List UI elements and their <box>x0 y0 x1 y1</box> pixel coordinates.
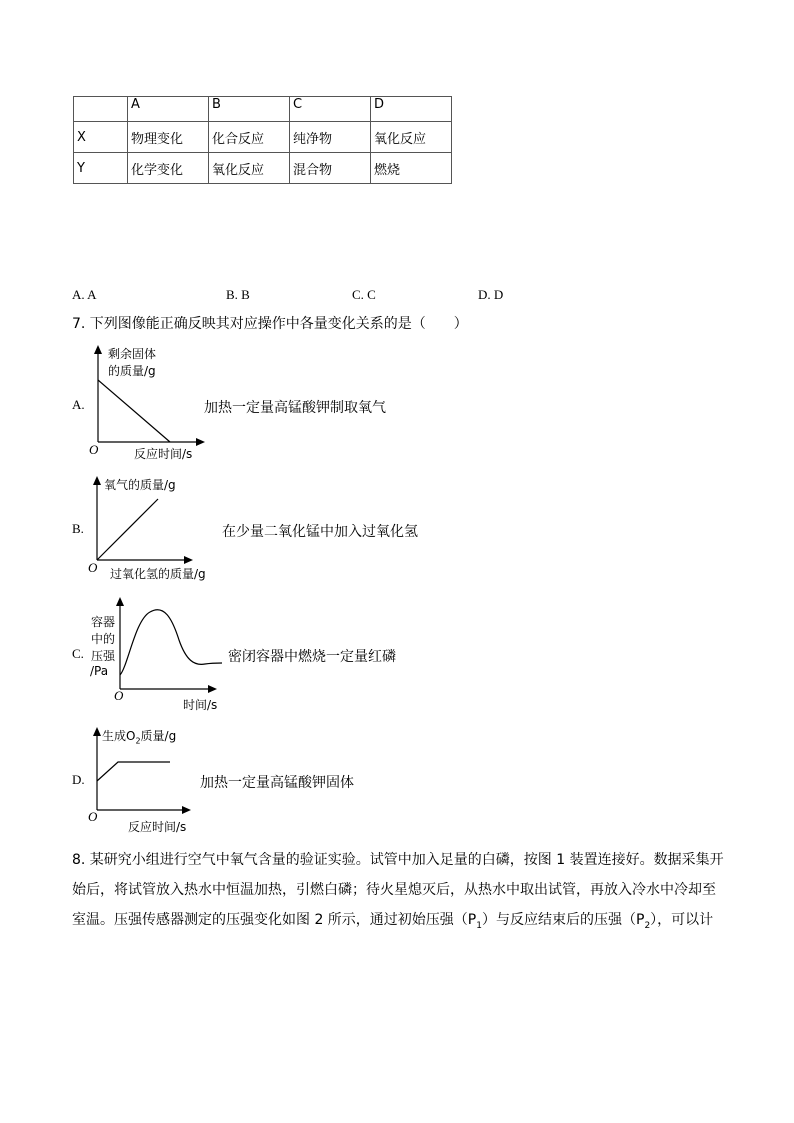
graph-a-desc: 加热一定量高锰酸钾制取氧气 <box>204 400 386 416</box>
graph-d-y-arrow <box>93 727 101 736</box>
graph-d-ylabel <box>102 727 176 745</box>
q7-stem: 7. 下列图像能正确反映其对应操作中各量变化关系的是（ ） <box>72 316 468 332</box>
graph-c-ylabel-3: 压强 <box>91 649 116 663</box>
table-cell: 纯净物 <box>290 122 371 153</box>
q8-stem <box>72 845 732 941</box>
graph-d-x-arrow <box>182 806 191 814</box>
q6-option-d[interactable]: D. D <box>478 287 504 302</box>
graph-a-origin: O <box>89 442 99 457</box>
table-cell: 混合物 <box>290 153 371 184</box>
graph-a-xlabel: 反应时间/s <box>134 447 193 461</box>
q7-option-b-letter[interactable]: B. <box>72 521 84 536</box>
q6-option-a[interactable]: A. A <box>72 287 97 302</box>
graph-d-origin: O <box>88 809 98 824</box>
q8-line-2: 始后，将试管放入热水中恒温加热，引燃白磷；待火星熄灭后，从热水中取出试管，再放入冷水中冷却至 <box>72 882 716 898</box>
table-cell: 燃烧 <box>371 153 452 184</box>
table-cell: 化合反应 <box>209 122 290 153</box>
table-cell: 物理变化 <box>128 122 209 153</box>
graph-c-desc: 密闭容器中燃烧一定量红磷 <box>228 649 396 665</box>
graph-c-ylabel-2: 中的 <box>91 632 116 646</box>
graph-d-xlabel: 反应时间/s <box>128 820 187 834</box>
q8-line-3-post: ），可以计 <box>650 912 714 928</box>
graph-a-ylabel-2: 的质量/g <box>108 364 156 378</box>
q6-option-c[interactable]: C. C <box>352 287 376 302</box>
table-cell: A <box>128 97 209 122</box>
graph-b-desc: 在少量二氧化锰中加入过氧化氢 <box>222 524 418 540</box>
q6-option-b[interactable]: B. B <box>226 287 250 302</box>
graph-d-ylabel-sub: 2 <box>135 736 141 746</box>
table-cell: 氧化反应 <box>371 122 452 153</box>
graph-d-desc: 加热一定量高锰酸钾固体 <box>200 775 354 791</box>
q7-option-c-letter[interactable]: C. <box>72 646 84 661</box>
graph-b-origin: O <box>88 560 98 575</box>
q8-line-1: 8. 某研究小组进行空气中氧气含量的验证实验。试管中加入足量的白磷，按图 1 装置连接好。数据采集开 <box>72 852 724 868</box>
graph-c-ylabel-4: /Pa <box>90 664 109 678</box>
graph-b-ylabel: 氧气的质量/g <box>104 478 176 492</box>
graph-c-origin: O <box>114 688 124 703</box>
graph-d-curve <box>97 762 170 781</box>
q8-p2-sub: 2 <box>644 920 651 931</box>
graph-d-ylabel-post: 质量/g <box>140 729 177 743</box>
graph-c-ylabel-1: 容器 <box>91 615 116 629</box>
graph-c-xlabel: 时间/s <box>183 698 218 712</box>
table-cell: 氧化反应 <box>209 153 290 184</box>
table-cell: Y <box>74 153 128 184</box>
table-cell: C <box>290 97 371 122</box>
q8-line-3 <box>72 905 732 941</box>
table-cell: D <box>371 97 452 122</box>
graph-d-ylabel-pre: 生成O <box>102 729 136 743</box>
table-cell: B <box>209 97 290 122</box>
table-cell: 化学变化 <box>128 153 209 184</box>
q7-option-a-letter[interactable]: A. <box>72 397 85 412</box>
q8-line-3-mid: ）与反应结束后的压强（P <box>481 912 645 928</box>
q8-line-3-pre: 室温。压强传感器测定的压强变化如图 2 所示，通过初始压强（P <box>72 912 477 928</box>
q8-p1-sub: 1 <box>476 920 482 931</box>
table-cell: X <box>74 122 128 153</box>
graph-b-xlabel: 过氧化氢的质量/g <box>110 567 206 581</box>
q7-option-d-letter[interactable]: D. <box>72 772 85 787</box>
graph-a-ylabel-1: 剩余固体 <box>108 347 157 361</box>
